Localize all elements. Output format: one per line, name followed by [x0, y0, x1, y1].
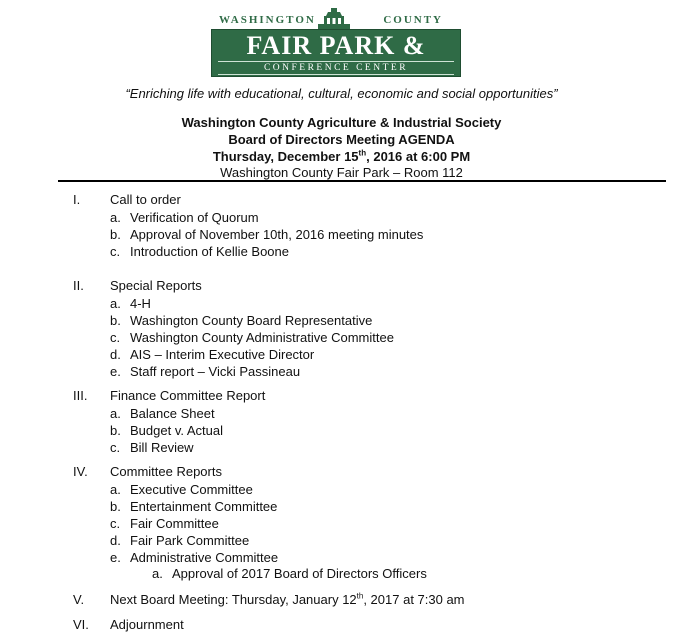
section-title: Special Reports [110, 278, 202, 293]
meeting-location: Washington County Fair Park – Room 112 [220, 165, 463, 180]
logo-banner [211, 29, 461, 77]
meeting-date: Thursday, December 15th, 2016 at 6:00 PM [212, 148, 471, 164]
org-name: Washington County Agriculture & Industrial Society [181, 115, 502, 130]
section-number: IV. [73, 464, 88, 479]
fair-park-logo [211, 8, 461, 76]
tagline: “Enriching life with educational, cultural, economic and social opportunities” [125, 86, 558, 101]
section-title: Call to order [110, 192, 181, 207]
section-number: VI. [73, 617, 89, 632]
section-number: I. [73, 192, 81, 207]
section-title: Committee Reports [110, 464, 222, 479]
section-title: Adjournment [110, 617, 184, 632]
logo-fair-park: FAIR PARK & [246, 31, 426, 60]
section-number: III. [73, 388, 88, 403]
section-title: Finance Committee Report [110, 388, 266, 403]
logo-conference-center: CONFERENCE CENTER [218, 61, 454, 75]
grandstand-icon [314, 8, 354, 30]
logo-washington: WASHINGTON [219, 14, 316, 26]
logo-top-row [211, 8, 461, 30]
section-number: V. [73, 592, 85, 607]
section-title: Next Board Meeting: Thursday, January 12th, 2017 at 7:30 am [110, 591, 465, 607]
meeting-title: Board of Directors Meeting AGENDA [228, 132, 455, 147]
logo-county: COUNTY [383, 14, 443, 26]
section-number: II. [73, 278, 84, 293]
header-divider [58, 180, 666, 182]
